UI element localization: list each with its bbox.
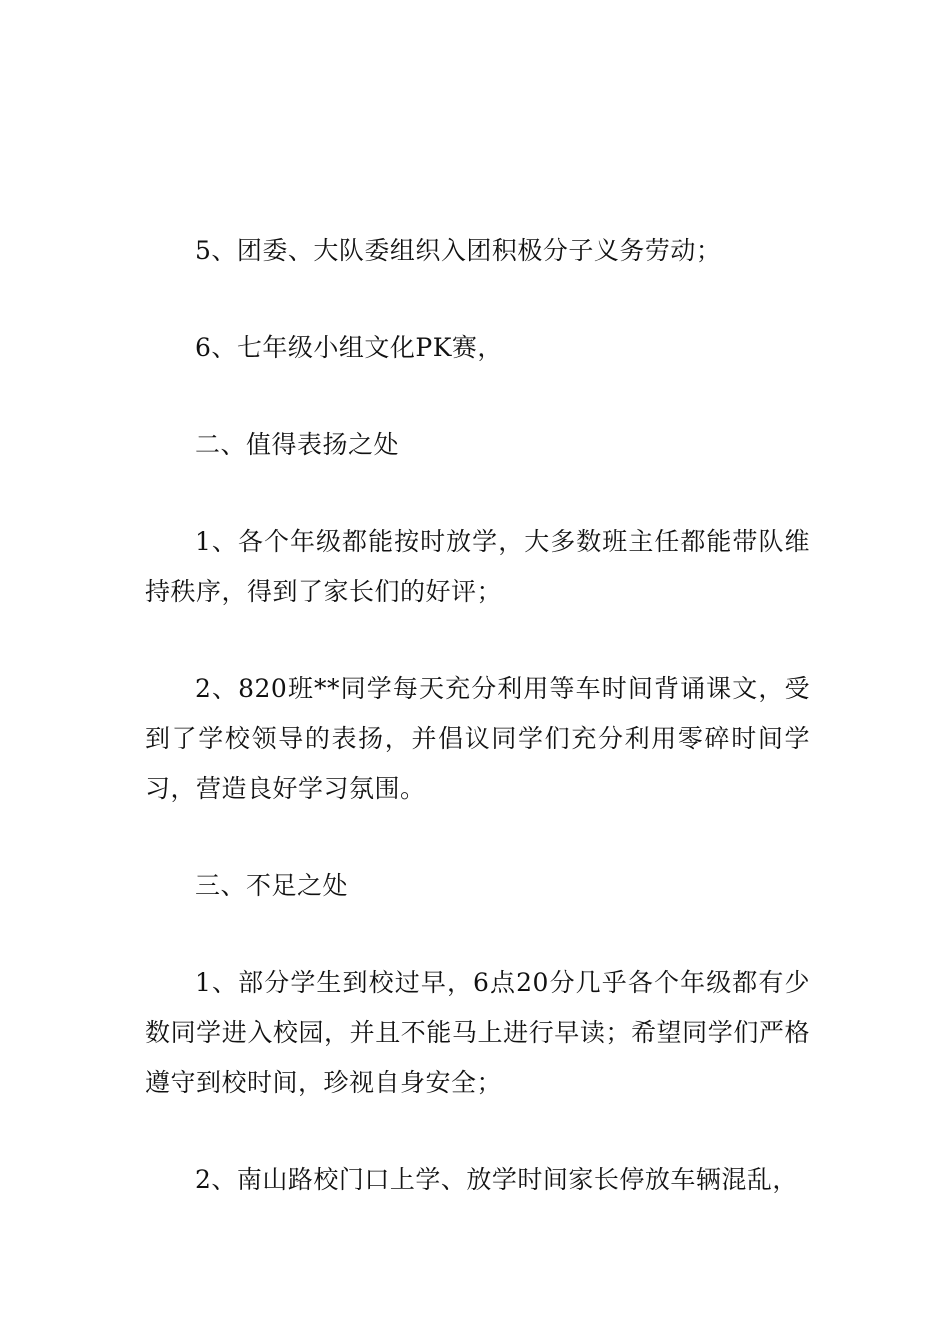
list-item-6-grade7-pk: 6、七年级小组文化PK赛， [195,333,503,362]
section-heading-praise: 二、值得表扬之处 [195,430,400,459]
section-heading-shortcomings: 三、不足之处 [195,871,349,900]
shortcoming-item-1: 1、部分学生到校过早，6点20分几乎各个年级都有少数同学进入校园，并且不能马上进行早读；希望同学们严格遵守到校时间，珍视自身安全； [145,968,810,1097]
list-item-5-youth-league-labor: 5、团委、大队委组织入团积极分子义务劳动； [195,236,722,265]
praise-item-1: 1、各个年级都能按时放学，大多数班主任都能带队维持秩序，得到了家长们的好评； [145,527,810,606]
shortcoming-item-2: 2、南山路校门口上学、放学时间家长停放车辆混乱， [195,1165,798,1194]
praise-item-2: 2、820班**同学每天充分利用等车时间背诵课文，受到了学校领导的表扬，并倡议同学们充分利用零碎时间学习，营造良好学习氛围。 [145,674,810,803]
document-body [145,226,810,1252]
